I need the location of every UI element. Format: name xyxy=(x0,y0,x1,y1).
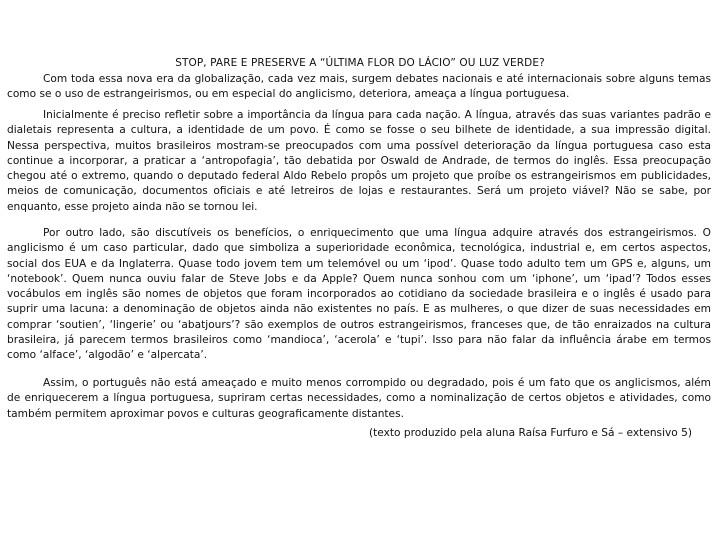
paragraph-conclusion: Assim, o português não está ameaçado e muito menos corrompido ou degradado, pois é um fato que os anglicismos, além de enriquecerem a língua portuguesa, supriram certas necessidades, como a nominalização de certos objetos e atividades, como também permitem aproximar povos e culturas geograficamente distantes. xyxy=(7,377,711,420)
author-credit: (texto produzido pela aluna Raísa Furfuro e Sá – extensivo 5) xyxy=(368,427,692,439)
paragraph-reflection: Inicialmente é preciso refletir sobre a importância da língua para cada nação. A língua, através das suas variantes padrão e dialetais representa a cultura, a identidade de um povo. É como se fosse o seu bilhete de identidade, a sua impressão digital. Nessa perspectiva, muitos brasileiros mostram-se preocupados com uma possível deterioração da língua portuguesa caso esta continue a incorporar, a praticar a ‘antropofagia’, tão debatida por Oswald de Andrade, de termos do inglês. Essa preocupação chegou até o extremo, quando o deputado federal Aldo Rebelo propôs um projeto que proíbe os estrangeirismos em publicidades, meios de comunicação, documentos oficiais e até letreiros de lojas e restaurantes. Será um projeto viável? Não se sabe, por enquanto, esse projeto ainda não se tornou lei. xyxy=(7,109,711,213)
paragraph-benefits: Por outro lado, são discutíveis os benefícios, o enriquecimento que uma língua adquire através dos estrangeirismos. O anglicismo é um caso particular, dado que simboliza a superioridade econômica, tecnológica, industrial e, em certos aspectos, social dos EUA e da Inglaterra. Quase todo jovem tem um telemóvel ou um ‘ipod’. Quase todo adulto tem um GPS e, alguns, um ‘notebook’. Quem nunca ouviu falar de Steve Jobs e da Apple? Quem nunca sonhou com um ‘iphone’, um ‘ipad’? Todos esses vocábulos em inglês são nomes de objetos que foram incorporados ao cotidiano da sociedade brasileira e o inglês é usado para suprir uma lacuna: a denominação de objetos ainda não existentes no país. E as mulheres, o que dizer de suas necessidades em comprar ‘soutien’, ‘lingerie’ ou ‘abatjours’? são exemplos de outros estrangeirismos, franceses que, de tão enraizados na cultura brasileira, já parecem termos brasileiros como ‘mandioca’, ‘acerola’ e ‘tupi’. Isso para não falar da influência árabe em termos como ‘alface’, ‘algodão’ e ‘alpercata’. xyxy=(7,227,711,362)
paragraph-intro: Com toda essa nova era da globalização, cada vez mais, surgem debates nacionais e até internacionais sobre alguns temas como se o uso de estrangeirismos, ou em especial do anglicismo, deteriora, ameaça a língua portuguesa. xyxy=(7,73,711,101)
document-title: STOP, PARE E PRESERVE A “ÚLTIMA FLOR DO LÁCIO” OU LUZ VERDE? xyxy=(175,57,545,69)
